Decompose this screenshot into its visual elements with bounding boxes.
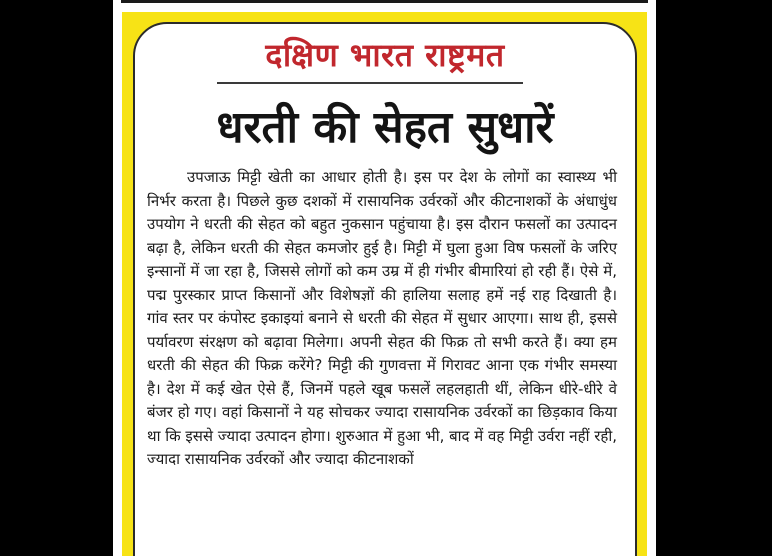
masthead-divider: [217, 82, 523, 84]
top-rule: [121, 0, 648, 3]
newspaper-page: [113, 0, 656, 556]
article-headline: धरती की सेहत सुधारें: [216, 102, 554, 153]
article-body: उपजाऊ मिट्टी खेती का आधार होती है। इस पर देश के लोगों का स्वास्थ्य भी निर्भर करता है। पिछले कुछ दशकों में रासायनिक उर्वरकों और कीटनाशकों के अंधाधुंध उपयोग ने धरती की सेहत को बहुत नुकसान पहुंचाया है। इस दौरान फसलों का उत्पादन बढ़ा है, लेकिन धरती की सेहत कमजोर हुई है। मिट्टी में घुला हुआ विष फसलों के जरिए इन्सानों में जा रहा है, जिससे लोगों को कम उम्र में ही गंभीर बीमारियां हो रही हैं। ऐसे में, पद्म पुरस्कार प्राप्त किसानों और विशेषज्ञों की हालिया सलाह हमें नई राह दिखाती है। गांव स्तर पर कंपोस्ट इकाइयां बनाने से धरती की सेहत में सुधार आएगा। साथ ही, इससे पर्यावरण संरक्षण को बढ़ावा मिलेगा। अपनी सेहत की फिक्र तो सभी करते हैं। क्या हम धरती की सेहत की फिक्र करेंगे? मिट्टी की गुणवत्ता में गिरावट आना एक गंभीर समस्या है। देश में कई खेत ऐसे हैं, जिनमें पहले खूब फसलें लहलहाती थीं, लेकिन धीरे-धीरे वे बंजर हो गए। वहां किसानों ने यह सोचकर ज्यादा रासायनिक उर्वरकों का छिड़काव किया था कि इससे ज्यादा उत्पादन होगा। शुरुआत में हुआ भी, बाद में वह मिट्टी उर्वरा नहीं रही, ज्यादा रासायनिक उर्वरकों और ज्यादा कीटनाशकों: [147, 168, 617, 468]
masthead-title: दक्षिण भारत राष्ट्रमत: [265, 36, 505, 74]
editorial-card: [133, 22, 637, 556]
